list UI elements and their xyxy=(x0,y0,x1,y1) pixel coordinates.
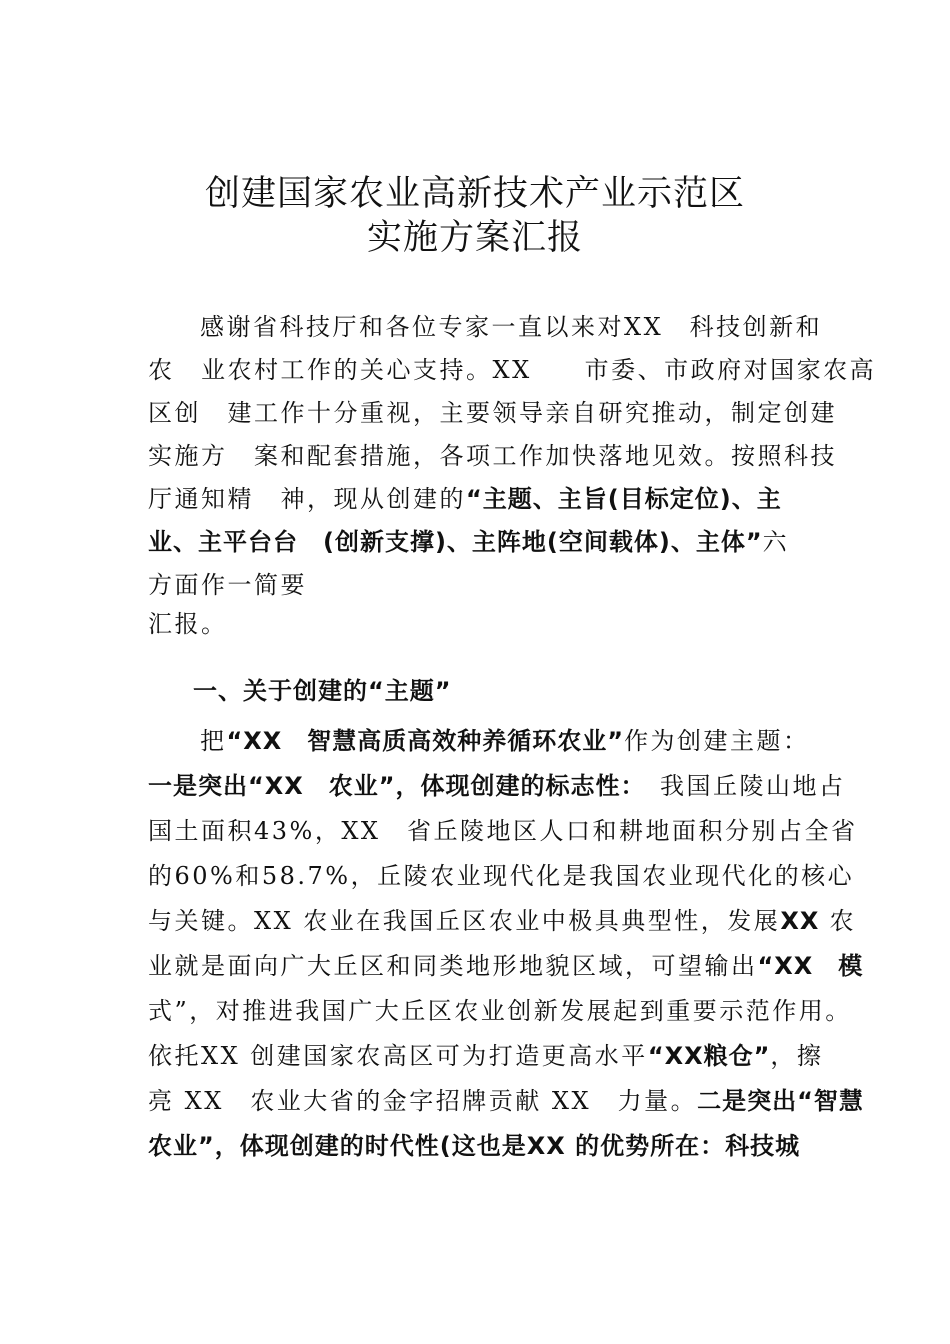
intro-line-6-bold: 业、主平台台 (创新支撑)、主阵地(空间载体)、主体” xyxy=(148,528,763,556)
section-1-line-2 xyxy=(148,771,846,801)
section-1-line-6-b: “XX 模 xyxy=(757,952,864,980)
section-1-line-8 xyxy=(148,1041,824,1071)
intro-line-3: 区创 建工作十分重视，主要领导亲自研究推动，制定创建 xyxy=(148,399,837,427)
section-1-line-2-bold: 一是突出“XX 农业”，体现创建的标志性： xyxy=(148,772,634,800)
intro-line-1: 感谢省科技厅和各位专家一直以来对XX 科技创新和 xyxy=(200,313,823,341)
section-1-heading: 一、关于创建的“主题” xyxy=(193,677,452,705)
intro-line-6 xyxy=(148,527,818,557)
section-1-line-8-c: ，擦 xyxy=(770,1042,824,1070)
section-1-line-9 xyxy=(148,1086,864,1116)
section-1-line-7: 式”，对推进我国广大丘区农业创新发展起到重要示范作用。 xyxy=(148,997,852,1025)
section-1-line-6 xyxy=(148,951,864,981)
section-1-line-8-a: 依托XX 创建国家农高区可为打造更高水平 xyxy=(148,1042,648,1070)
section-1-line-6-a: 业就是面向广大丘区和同类地形地貌区域，可望输出 xyxy=(148,952,758,980)
section-1-line-1-a: 把 xyxy=(200,727,227,755)
intro-line-5-bold: “主题、主旨(目标定位)、主 xyxy=(466,485,782,513)
intro-line-4: 实施方 案和配套措施，各项工作加快落地见效。按照科技 xyxy=(148,442,837,470)
section-1-line-9-a: 亮 XX 农业大省的金字招牌贡献 XX 力量。 xyxy=(148,1087,698,1115)
section-1-line-5 xyxy=(148,906,856,936)
section-1-line-5-a: 与关键。XX 农业在我国丘区农业中极具典型性，发展 xyxy=(148,907,781,935)
intro-line-7: 方面作一简要 xyxy=(148,571,307,599)
section-1-line-4: 的60%和58.7%，丘陵农业现代化是我国农业现代化的核心 xyxy=(148,862,855,890)
intro-line-2: 农 业农村工作的关心支持。XX 市委、市政府对国家农高 xyxy=(148,356,877,384)
section-1-line-3: 国土面积43%，XX 省丘陵地区人口和耕地面积分别占全省 xyxy=(148,817,858,845)
intro-line-5 xyxy=(148,484,818,514)
section-1-line-10: 农业”，体现创建的时代性(这也是XX 的优势所在：科技城 xyxy=(148,1132,801,1160)
section-1-line-5-b: XX xyxy=(780,907,820,935)
intro-line-5-plain: 厅通知精 神，现从创建的 xyxy=(148,485,466,513)
intro-line-8: 汇报。 xyxy=(148,610,228,638)
section-1-line-9-b: 二是突出“智慧 xyxy=(697,1087,864,1115)
section-1-line-8-b: “XX粮仓” xyxy=(647,1042,771,1070)
section-1-line-2-plain: 我国丘陵山地占 xyxy=(633,772,846,800)
section-1-line-1-b: “XX 智慧高质高效种养循环农业” xyxy=(226,727,625,755)
intro-line-6-plain: 六 xyxy=(762,528,790,556)
document-title-line-1: 创建国家农业高新技术产业示范区 xyxy=(204,174,745,214)
section-1-line-5-c: 农 xyxy=(819,907,856,935)
document-title-line-2: 实施方案汇报 xyxy=(366,218,583,258)
section-1-line-1 xyxy=(200,726,870,756)
section-1-line-1-c: 作为创建主题： xyxy=(624,727,810,755)
